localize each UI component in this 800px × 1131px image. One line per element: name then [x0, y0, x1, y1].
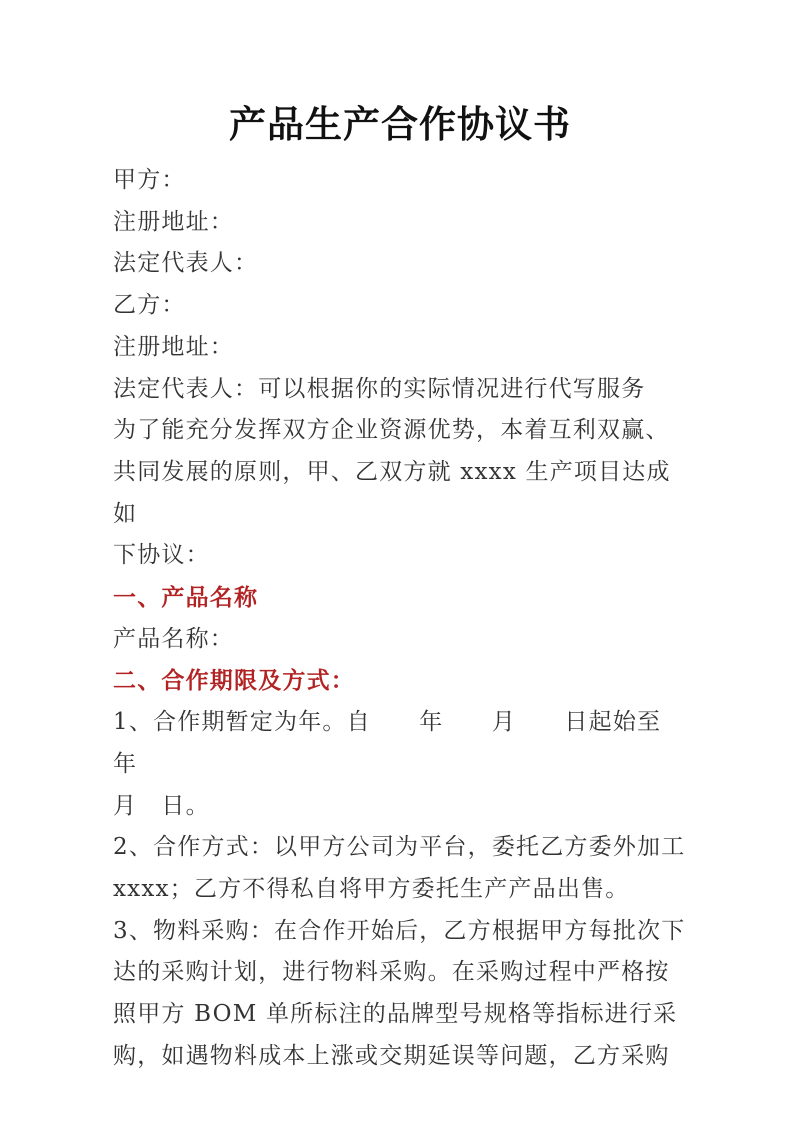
line-term-clause-2: 月 日。 — [113, 792, 210, 819]
line-registered-address-a: 注册地址： — [113, 208, 234, 235]
line-method-clause-2: xxxx；乙方不得私自将甲方委托生产产品出售。 — [113, 875, 630, 902]
document-title: 产品生产合作协议书 — [229, 102, 571, 146]
line-legal-representative-a: 法定代表人： — [113, 250, 259, 277]
line-term-clause-1: 1、合作期暂定为年。自 年 月 日起始至 年 — [113, 709, 710, 777]
line-procurement-clause-2: 达的采购计划，进行物料采购。在采购过程中严格按 — [113, 959, 670, 986]
document-body — [113, 160, 710, 1077]
line-procurement-clause-3: 照甲方 BOM 单所标注的品牌型号规格等指标进行采 — [113, 1001, 678, 1028]
line-preamble-3: 下协议： — [113, 542, 210, 569]
heading-section-2-cooperation-term: 二、合作期限及方式： — [113, 667, 355, 695]
line-procurement-clause-4: 购，如遇物料成本上涨或交期延误等问题，乙方采购 — [113, 1042, 670, 1069]
line-procurement-clause-1: 3、物料采购：在合作开始后，乙方根据甲方每批次下 — [113, 917, 686, 944]
heading-section-1-product-name: 一、产品名称 — [113, 584, 259, 612]
line-preamble-1: 为了能充分发挥双方企业资源优势，本着互利双赢、 — [113, 417, 670, 444]
line-preamble-2: 共同发展的原则，甲、乙双方就 xxxx 生产项目达成如 — [113, 458, 671, 527]
line-party-b: 乙方： — [113, 292, 186, 319]
line-party-a: 甲方： — [113, 167, 186, 193]
line-product-name: 产品名称： — [113, 625, 234, 652]
line-method-clause-1: 2、合作方式：以甲方公司为平台，委托乙方委外加工 — [113, 834, 686, 861]
line-registered-address-b: 注册地址： — [113, 333, 234, 360]
line-legal-representative-b: 法定代表人：可以根据你的实际情况进行代写服务 — [113, 375, 646, 402]
